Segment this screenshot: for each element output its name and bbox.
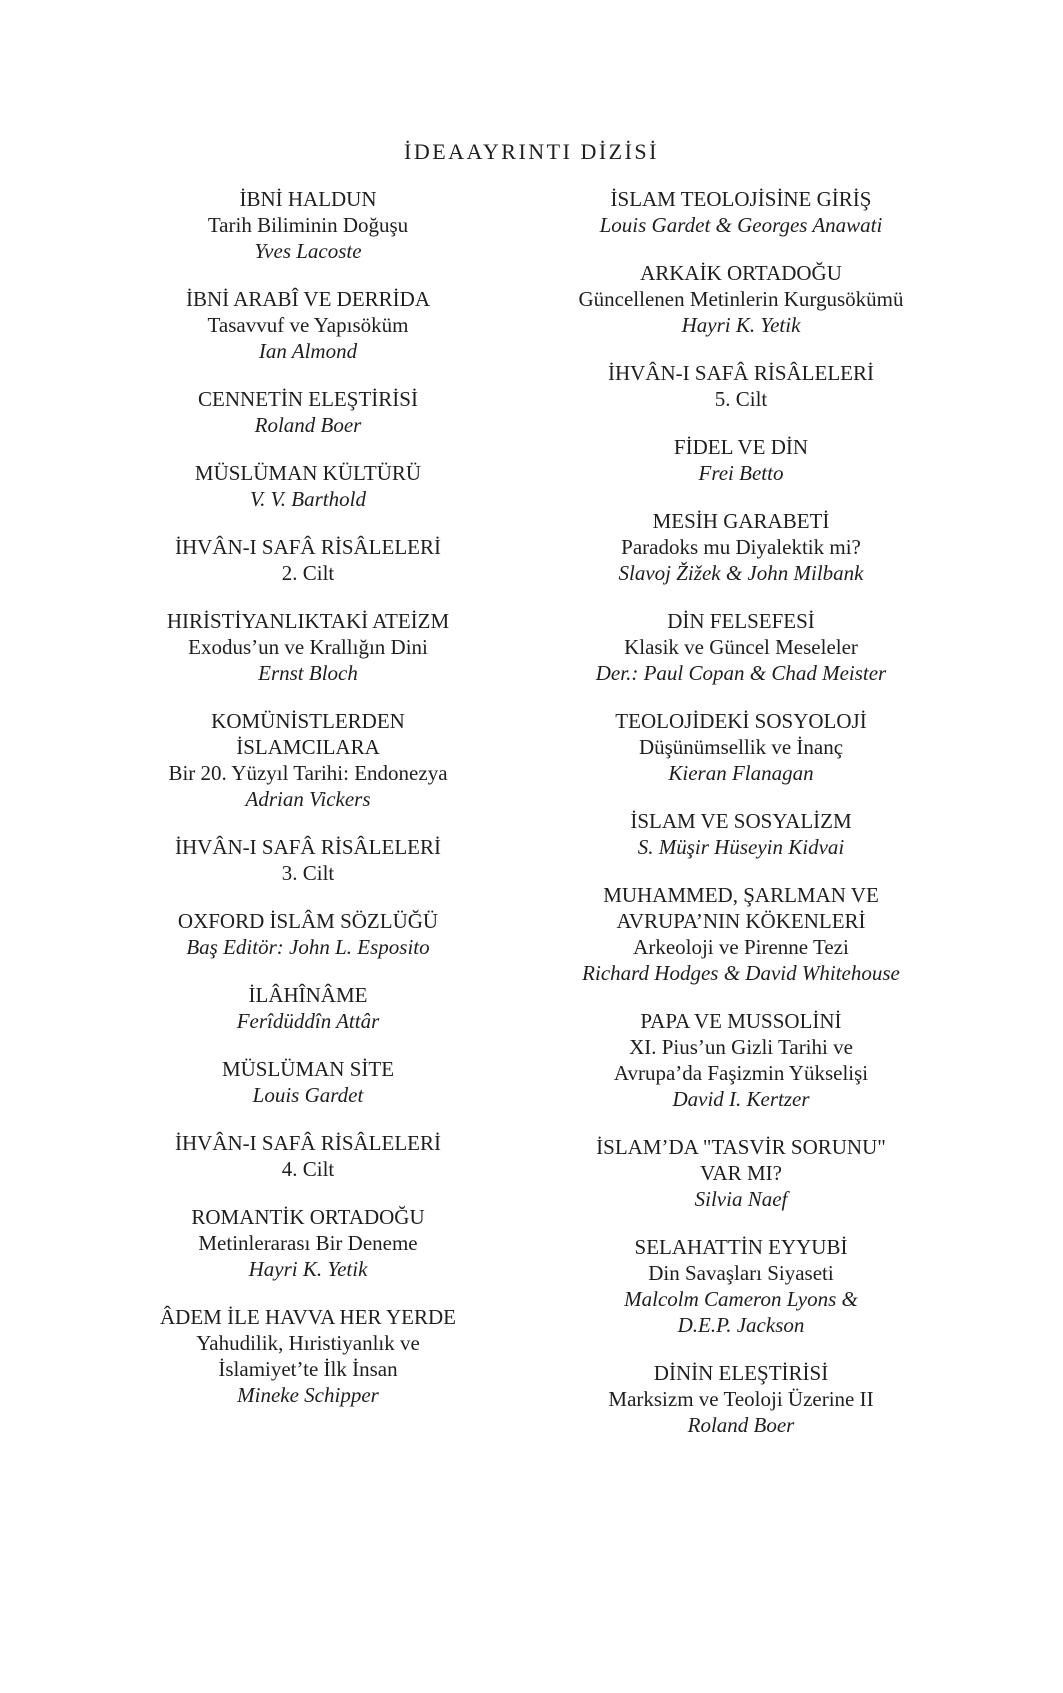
book-title: İSLAM’DA "TASVİR SORUNU" <box>596 1135 886 1159</box>
book-author: Hayri K. Yetik <box>248 1257 368 1281</box>
book-entry <box>541 808 941 860</box>
book-subtitle: Tarih Biliminin Doğuşu <box>207 213 409 237</box>
book-entry <box>541 1360 941 1438</box>
book-title: DİNİN ELEŞTİRİSİ <box>653 1361 829 1385</box>
book-entry <box>541 1234 941 1338</box>
book-subtitle: Exodus’un ve Krallığın Dini <box>188 635 428 659</box>
book-subtitle: 3. Cilt <box>281 861 335 885</box>
book-title: KOMÜNİSTLERDEN <box>211 709 405 733</box>
book-title: MESİH GARABETİ <box>652 509 830 533</box>
book-author: Ian Almond <box>258 339 358 363</box>
book-title: İSLAM VE SOSYALİZM <box>630 809 852 833</box>
book-entry <box>108 286 508 364</box>
book-author: Slavoj Žižek & John Milbank <box>618 561 864 585</box>
book-title: ÂDEM İLE HAVVA HER YERDE <box>160 1305 456 1329</box>
book-author: S. Müşir Hüseyin Kidvai <box>637 835 845 859</box>
book-author: Ferîdüddîn Attâr <box>236 1009 380 1033</box>
book-subtitle: Metinlerarası Bir Deneme <box>198 1231 418 1255</box>
book-title: OXFORD İSLÂM SÖZLÜĞÜ <box>177 909 439 933</box>
book-entry <box>541 1134 941 1212</box>
book-author: Malcolm Cameron Lyons & <box>624 1287 858 1311</box>
book-entry <box>108 608 508 686</box>
book-title: HIRİSTİYANLIKTAKİ ATEİZM <box>166 609 450 633</box>
book-author: Der.: Paul Copan & Chad Meister <box>595 661 887 685</box>
book-subtitle: 4. Cilt <box>281 1157 335 1181</box>
book-author: Richard Hodges & David Whitehouse <box>582 961 900 985</box>
book-subtitle: VAR MI? <box>700 1161 782 1185</box>
book-entry <box>108 534 508 586</box>
book-entry <box>541 186 941 238</box>
book-subtitle: Arkeoloji ve Pirenne Tezi <box>633 935 849 959</box>
book-entry <box>108 708 508 812</box>
book-subtitle: İSLAMCILARA <box>236 735 380 759</box>
book-entry <box>108 186 508 264</box>
book-author: Silvia Naef <box>694 1187 788 1211</box>
book-entry <box>541 608 941 686</box>
book-subtitle: Klasik ve Güncel Meseleler <box>624 635 858 659</box>
book-author: Adrian Vickers <box>245 787 371 811</box>
book-entry <box>108 1056 508 1108</box>
book-author: Louis Gardet & Georges Anawati <box>599 213 883 237</box>
book-title: İHVÂN-I SAFÂ RİSÂLELERİ <box>608 361 874 385</box>
book-subtitle: Paradoks mu Diyalektik mi? <box>621 535 861 559</box>
book-subtitle: Güncellenen Metinlerin Kurgusökümü <box>578 287 904 311</box>
book-author: Baş Editör: John L. Esposito <box>186 935 430 959</box>
right-column <box>541 186 941 1460</box>
book-title: SELAHATTİN EYYUBİ <box>634 1235 848 1259</box>
book-title: MUHAMMED, ŞARLMAN VE <box>603 883 879 907</box>
book-entry <box>108 1204 508 1282</box>
book-subtitle: İslamiyet’te İlk İnsan <box>218 1357 398 1381</box>
book-subtitle: 2. Cilt <box>281 561 335 585</box>
book-author: V. V. Barthold <box>250 487 366 511</box>
book-title: PAPA VE MUSSOLİNİ <box>640 1009 842 1033</box>
book-author: Mineke Schipper <box>237 1383 379 1407</box>
book-subtitle: Avrupa’da Faşizmin Yükselişi <box>613 1061 869 1085</box>
book-title: ROMANTİK ORTADOĞU <box>191 1205 425 1229</box>
book-entry <box>541 360 941 412</box>
book-title: CENNETİN ELEŞTİRİSİ <box>198 387 418 411</box>
book-title: MÜSLÜMAN KÜLTÜRÜ <box>194 461 422 485</box>
book-subtitle: Tasavvuf ve Yapısöküm <box>207 313 409 337</box>
book-author: Yves Lacoste <box>254 239 362 263</box>
left-column <box>108 186 508 1430</box>
book-subtitle: AVRUPA’NIN KÖKENLERİ <box>616 909 866 933</box>
book-entry <box>108 982 508 1034</box>
book-title: İHVÂN-I SAFÂ RİSÂLELERİ <box>175 835 441 859</box>
book-entry <box>108 834 508 886</box>
book-entry <box>108 386 508 438</box>
book-author: Hayri K. Yetik <box>681 313 801 337</box>
page-title: İDEAAYRINTI DİZİSİ <box>404 139 659 164</box>
book-entry <box>541 260 941 338</box>
book-title: MÜSLÜMAN SİTE <box>221 1057 395 1081</box>
book-author: D.E.P. Jackson <box>677 1313 805 1337</box>
book-entry <box>541 1008 941 1112</box>
book-title: İBNİ ARABÎ VE DERRİDA <box>185 287 431 311</box>
book-subtitle: Düşünümsellik ve İnanç <box>638 735 844 759</box>
book-title: İSLAM TEOLOJİSİNE GİRİŞ <box>610 187 872 211</box>
book-subtitle: 5. Cilt <box>714 387 768 411</box>
book-author: Frei Betto <box>698 461 784 485</box>
book-author: Ernst Bloch <box>258 661 358 685</box>
book-entry <box>108 1130 508 1182</box>
book-entry <box>541 882 941 986</box>
book-subtitle: Yahudilik, Hıristiyanlık ve <box>196 1331 420 1355</box>
book-title: İHVÂN-I SAFÂ RİSÂLELERİ <box>175 535 441 559</box>
book-author: Louis Gardet <box>252 1083 364 1107</box>
book-entry <box>541 508 941 586</box>
book-subtitle: Marksizm ve Teoloji Üzerine II <box>608 1387 874 1411</box>
book-author: Kieran Flanagan <box>668 761 814 785</box>
book-entry <box>108 908 508 960</box>
book-entry <box>541 708 941 786</box>
book-entry <box>108 460 508 512</box>
book-subtitle: XI. Pius’un Gizli Tarihi ve <box>629 1035 853 1059</box>
book-author: Roland Boer <box>687 1413 795 1437</box>
book-subtitle: Bir 20. Yüzyıl Tarihi: Endonezya <box>168 761 448 785</box>
book-title: TEOLOJİDEKİ SOSYOLOJİ <box>615 709 867 733</box>
book-title: İHVÂN-I SAFÂ RİSÂLELERİ <box>175 1131 441 1155</box>
book-author: David I. Kertzer <box>672 1087 810 1111</box>
book-title: DİN FELSEFESİ <box>667 609 815 633</box>
book-title: İLÂHÎNÂME <box>248 983 368 1007</box>
book-subtitle: Din Savaşları Siyaseti <box>648 1261 834 1285</box>
book-title: İBNİ HALDUN <box>239 187 377 211</box>
book-entry <box>108 1304 508 1408</box>
book-title: FİDEL VE DİN <box>673 435 809 459</box>
book-author: Roland Boer <box>254 413 362 437</box>
book-title: ARKAİK ORTADOĞU <box>640 261 842 285</box>
book-entry <box>541 434 941 486</box>
